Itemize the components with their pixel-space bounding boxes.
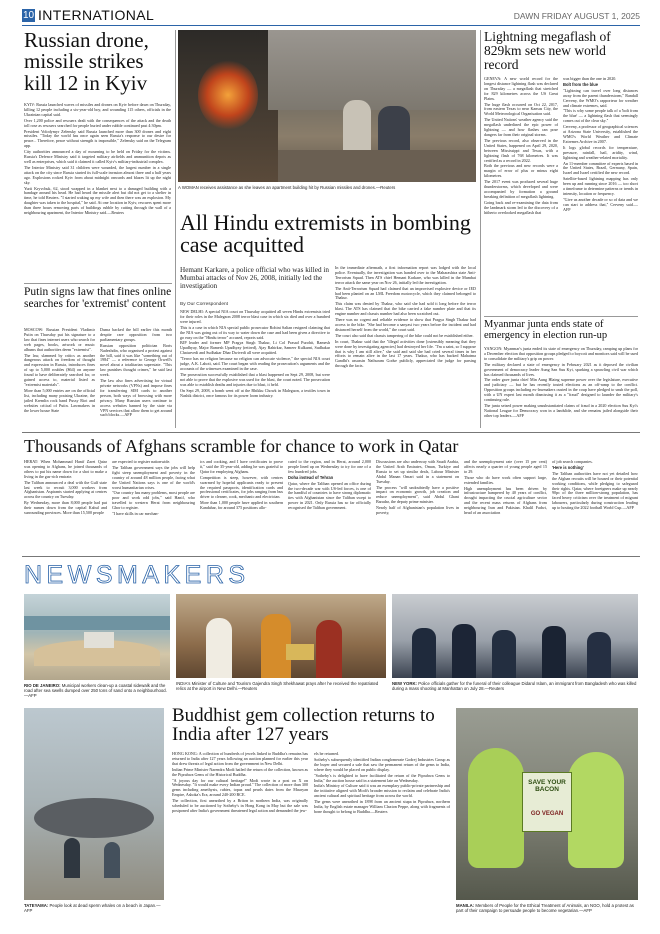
rio-caption <box>24 683 170 699</box>
myanmar-body <box>484 347 638 428</box>
lightning-paragraph: The United Nations' weather agency said the megaflash underlined the epic power of lightning — and how flashes can pose dangers far from their original storms. <box>484 117 558 137</box>
hindu-body-b <box>335 266 476 428</box>
rio-photo <box>24 594 170 680</box>
hindu-paragraph: There was no cogent and reliable evidence to show that Pragya Singh Thakur had access to the bike. "She had become a sanyasi two years before the incident and had distanced herself from the world," the court said. <box>335 317 476 332</box>
afghans-col-5 <box>376 460 459 540</box>
lightning-paragraph: It logs global records for temperature, pressure, rainfall, hail, aridity, wind, lightning and weather-related mortality. <box>563 144 638 160</box>
lightning-paragraph: "This is why some people talk of a 'bolt from the blue' — a lightning flash that seemingly comes out of the clear sky." <box>563 108 638 124</box>
horizontal-rule <box>24 283 172 284</box>
russia-paragraph: KYIV: Russia launched waves of missiles and drones on Kyiv before dawn on Thursday, killing 12 people including a six-year-old boy, and wounding 115 others, officials in the Ukrainian capital said. <box>24 103 171 117</box>
afghans-col-2 <box>112 460 195 540</box>
protest-sign <box>522 772 572 832</box>
putin-paragraph: Duma backed the bill earlier this month despite rare opposition from two parliamentary groups. <box>100 328 172 342</box>
delhi-caption: INDIA's Minister of Culture and Tourism Gajendra Singh Shekhawat prays after he received the repatriated relics at the airport in New Delhi.—Reuters <box>176 681 379 692</box>
russia-headline: Russian drone, missile strikes kill 12 in Kyiv <box>24 28 149 95</box>
afghans-paragraph: cated to the region, and in Herat, around 2,000 people lined up on Wednesday to try for one of a few hundred jobs. <box>288 460 371 474</box>
afghans-paragraph: ics and cooking, and I have certificates to prove it," said the 35-year-old, adding he was grateful to Qatar for employing Afghans. <box>200 460 283 474</box>
lightning-headline: Lightning megaflash of 829km sets new world record <box>484 29 611 72</box>
smoke <box>268 30 476 110</box>
hindu-paragraph: NEW DELHI: A special NIA court on Thursday acquitted all seven Hindu extremists tried for their roles in the Malegaon 2008 terror blast case in which six died and over a hundred were injured. <box>180 310 330 324</box>
tateyama-photo <box>24 708 164 900</box>
tateyama-caption <box>24 903 164 913</box>
lightning-paragraph: Satellite-based lightning mapping has only been up and running since 2016 — too short a timeframe to determine patterns or trends in intensity, location or frequency. <box>563 176 638 196</box>
hindu-body-a <box>180 310 330 428</box>
afghans-col-6 <box>464 460 547 540</box>
afghans-paragraph: HERAT: When Mohammad Hanif Zarei Qatar was opening to Afghans, he joined thousands of others to put his name down for a shot to make a living in the gas-rich emirate. <box>24 460 107 479</box>
lightning-paragraph: Cerveny, a professor of geographical sciences at Arizona State University, established the WMO's World Weather and Climate Extremes Archive in 2007. <box>563 124 638 144</box>
putin-paragraph: Russian opposition politician Boris Nadezhdin, who organised a protest against the bill, said it was like "something out of 1984" — a reference to George Orwell's novel about a totalitarian superstate. "This law punishes thought crimes," he said last week. <box>100 342 172 378</box>
horizontal-rule <box>484 316 638 317</box>
hindu-paragraph: The Anti-Terrorism Squad had claimed that an improvised explosive device or IED had been planted on an LML Freedom motorcycle, which they claimed belonged to Thakur. <box>335 285 476 301</box>
buddhist-headline: Buddhist gem collection returns to India after 127 years <box>172 705 435 746</box>
lightning-paragraph: Going back and re-examining the data from the landmark storm led to the discovery of a hitherto overlooked megaflash that <box>484 199 558 215</box>
hindu-paragraph: On Sept 29, 2008, a bomb went off at the Bhikku Chowk in Malegaon, a textiles town in Nashik district, once famous for its power loom industry. <box>180 387 330 398</box>
officer-figure <box>542 626 566 678</box>
paper-name: DAWN <box>513 11 540 21</box>
newyork-caption <box>392 681 638 691</box>
manila-caption-lead: MANILA: <box>456 903 475 908</box>
afghans-subhead: 'Here is nothing' <box>552 464 584 470</box>
sign-text-top: SAVE YOUR BACON <box>528 779 566 793</box>
hindu-paragraph: In court, Thakur said that the "illegal activities done [ostensibly meaning that they were done by investigating agencies] had destroyed her life. "I'm a saint, so I suppose that is why I am still alive," she said and said she had cried several times in her efforts to remain alive in the last 17 years. Thakur, who has backed Mahatma Gandhi's assassin Nathuram Godse publicly, appreciated the judge for parsing through the facts. <box>335 338 476 369</box>
myanmar-paragraph: The junta seized power making unsubstantiated claims of fraud in a 2020 election Suu Kyi's National League for Democracy won in a landslide, and she remains jailed alongside their other top leaders.—AFP <box>484 402 638 418</box>
newyork-photo <box>392 594 638 678</box>
column-rule <box>480 30 481 428</box>
lightning-paragraph: "Give us another decade or so of data and we can start to address that," Cerveny said.—AFP <box>563 196 638 212</box>
russia-paragraph: Over 1,200 police and rescuers dealt with the consequences of the attack and the death toll rose as rescuers searched for people buried under rubble continued past 4:30pm. <box>24 117 171 128</box>
section-name: INTERNATIONAL <box>38 7 155 23</box>
hindu-byline: By Our Correspondent <box>180 302 228 307</box>
buddhist-paragraph: Sotheby's subsequently identified Indian conglomerate Godrej Industries Group as the buyer and secured a sale that saw the permanent return of the gems to India, where they would be placed on public display. <box>314 756 450 772</box>
lightning-paragraph: An 11-member committee of experts based in the United States, Brazil, Germany, Spain, Israel and Israel certified the new record. <box>563 160 638 176</box>
myanmar-paragraph: The military declared a state of emergency in February 2021 as it deposed the civilian government of democracy leader Aung San Suu Kyi, sparking a sprawling civil war which has claimed thousands of lives. <box>484 361 638 377</box>
myanmar-paragraph: The order gave junta chief Min Aung Hlaing supreme power over the legislature, executive and judiciary — but he has recently touted elections as an off-ramp to the conflict. Opposition groups including ex-lawmakers ousted in the coup have pledged to snub the poll, with a UN expert last month dismissing it as a "fraud" designed to launder the military's continuing rule. <box>484 377 638 403</box>
lightning-paragraph: Both the previous and new records were a margin of error of plus or minus eight kilometres. <box>484 163 558 179</box>
hindu-paragraph: The court also said that chassis tampering of the bike could not be established either. <box>335 332 474 338</box>
putin-body-b <box>100 328 172 428</box>
person-figure <box>316 620 342 678</box>
buddhist-paragraph: The collection, first unearthed by a Briton in northern India, was originally scheduled to be auctioned by Sotheby's in Hong Kong in May but the sale was postponed after India's government threatened legal action and demanded the jew- <box>172 798 308 813</box>
afghans-paragraph: By Wednesday, more than 8,000 people had put their names down from the capital Kabul and surrounding provinces. More than 15,500 people <box>24 500 107 516</box>
myanmar-headline: Myanmar junta ends state of emergency in election run-up <box>484 319 608 341</box>
lightning-subhead: Bolt from the blue <box>563 81 599 87</box>
buddhist-paragraph: els be returned. <box>314 752 340 756</box>
buddhist-body-a <box>172 752 308 924</box>
tateyama-caption-text: People look at dead sperm whales on a beach in Japan.—AFP <box>24 903 161 914</box>
hindu-paragraph: This is a case in which NIA special public prosecutor Rohini Salian resigned claiming that the NIA was going out of its way to water down the case and had been given a directive to go easy on the "Hindu terror" accused, reports said. <box>180 324 330 340</box>
manila-photo <box>456 708 638 900</box>
hindu-deck: Hemant Karkare, a police official who was killed in Mumbai attacks of Nov 26, 2008, initially led the investigation <box>180 266 329 291</box>
newyork-caption-text: Police officials gather for the funeral of their colleague Didarul Islam, an immigrant from Bangladesh who was killed during a mass shooting at Manhattan on July 28.—Reuters <box>392 681 637 692</box>
column-rule <box>175 30 176 428</box>
onlooker-figure <box>64 838 80 878</box>
buddhist-paragraph: "A joyous day for our cultural heritage!" Modi wrote in a post on X on Wednesday. "It would make every Indian proud." The collection of more than 300 gems including amethysts, rubies, topaz and pearls dates from the Mauryan Empire, Ashoka's Era, around 240-200 BCE. <box>172 777 308 798</box>
buddhist-paragraph: HONG KONG: A collection of hundreds of jewels linked to Buddha's remains has returned to India after 127 years following an auction planned for earlier this year that drew threats of legal action from the government in New Delhi. <box>172 752 308 766</box>
russia-paragraph: The Interior Ministry said 31 children were wounded, the largest number in a single attack on the city since Russia started its full-scale invasion almost three and a half years ago. Explosions rocked Kyiv from about midnight onwards and blazes lit up the night sky. <box>24 164 171 185</box>
buddhist-paragraph: Indian Prime Minister Narendra Modi hailed the return of the collection, known as the Piprahwa Gems of the Historical Buddha. <box>172 766 308 777</box>
afghans-paragraph: The process "will undoubtedly have a positive impact on economic growth, job creation and reduce unemployment", said Abdul Ghani Baradar, the deputy prime minister. <box>376 484 459 505</box>
hindu-paragraph: This claim was denied by Thakur, who said she had sold it long before the terror blast. The ATS has claimed that the bike carried a fake number plate and that its engine number and chassis number had also been scratched out. <box>335 301 476 317</box>
issue-date: FRIDAY AUGUST 1, 2025 <box>541 11 640 21</box>
myanmar-paragraph: YANGON: Myanmar's junta ended its state of emergency on Thursday, ramping up plans for a December election that opposition groups pledged to boycott and monitors said will be used to consolidate the military's grip on power. <box>484 347 638 361</box>
buddhist-body-b <box>314 752 450 924</box>
afghans-headline: Thousands of Afghans scramble for chance to work in Qatar <box>24 436 459 456</box>
lightning-paragraph: The 2017 event was produced several huge thunderstorms, which developed and were accompanied by formation a ground breaking definition of megaflash lightning. <box>484 179 558 199</box>
kyiv-caption: A WOMAN receives assistance as she leaves an apartment building hit by Russian missiles and drones.—Reuters <box>178 185 396 190</box>
officer-figure <box>412 628 436 678</box>
afghans-paragraph: The Taliban government says the jobs will help fight steep unemployment and poverty in the country of around 48 million people, facing what the United Nations says is one of the world's worst humanitarian crises. <box>112 464 195 490</box>
hindu-paragraph: BJP leader and former MP Pragya Singh Thakur, Lt Col Prasad Purohit, Ramesh Upadhyay, Major Ramesh Upadhyay (retired), Ajay Rahirkar, Sameer Kulkarni, Sudhakar Chaturvedi and Sudhakar Dhar Dwivedi all were acquitted. <box>180 340 330 356</box>
relic-casket <box>286 644 314 660</box>
whale-body <box>34 798 154 838</box>
kyiv-photo <box>178 30 476 182</box>
manila-caption <box>456 903 638 913</box>
afghans-paragraph: and the unemployment rate (over 15 per cent) affects nearly a quarter of young people aged 15 to 29. <box>464 460 547 474</box>
putin-paragraph: MOSCOW: Russian President Vladimir Putin on Thursday put his signature to a law that fines internet users who search for web pages, books, artwork or music albums that authorities deem "extremist". <box>24 328 95 352</box>
lightning-paragraph: was bigger than the one in 2020. <box>563 77 617 81</box>
sea <box>24 616 170 630</box>
afghans-subhead: Doha instead of Tehran <box>288 474 334 480</box>
newyork-caption-lead: NEW YORK: <box>392 681 417 686</box>
pig-costume <box>568 752 624 868</box>
lightning-paragraph: GENEVA: A new world record for the longest distance lightning flash was declared on Thursday — a megaflash that stretched for 829 kilometres across the US Great Plains. <box>484 77 558 101</box>
buddhist-paragraph: "Sotheby's is delighted to have facilitated the return of the Piprahwa Gems to India," the auction house said in a statement late on Wednesday. <box>314 772 450 783</box>
pig-costume <box>468 748 524 868</box>
afghans-paragraph: Discussions are also underway with Saudi Arabia, the United Arab Emirates, Oman, Turkiye and Russia to set up similar deals, Labour Minister Abdul Manan Omari said in a statement on Tuesday. <box>376 460 459 484</box>
afghans-paragraph: The Taliban announced a deal with the Gulf state last week to recruit 3,000 workers from Afghanistan. Aspirants started applying at centres across the country on Tuesday. <box>24 479 107 500</box>
officer-figure <box>452 624 476 678</box>
afghans-col-4 <box>288 460 371 540</box>
hindu-paragraph: The prosecution successfully established that a blast happened on Sept 29, 2008, but were not able to prove that the explosive was used for the blast, the court noted. The prosecution was able to establish deaths and injuries due to blast, it held. <box>180 371 330 387</box>
putin-headline: Putin signs law that fines online searches for 'extremist' content <box>24 286 172 310</box>
hindu-paragraph: "Terror has no religion because no religion can advocate violence," the special NIA court judge, A.K. Lahoti, said. The court began with reading the prosecution's arguments and the accounts of the witnesses examined in the case. <box>180 356 330 371</box>
delhi-photo <box>176 594 386 678</box>
afghans-paragraph: are expected to register nationwide. <box>112 460 171 464</box>
newsmakers-banner <box>22 556 640 591</box>
officer-figure <box>492 630 516 678</box>
afghans-paragraph: of job search companies. <box>552 460 593 464</box>
rio-caption-text: Municipal workers clean-up a coastal sidewalk and the road after sea swells dumped over 250 tons of sand onto a neighbourhood.—AFP <box>24 683 167 699</box>
sign-text-bottom: GO VEGAN <box>530 811 564 817</box>
afghans-paragraph: The Taliban authorities have not yet detailed how the Afghan recruits will be housed or their potential working conditions, while pledging to safeguard their rights. Qatar, where foreigners make up nearly 90pc of the three million-strong population, has faced heavy criticism over the treatment of migrant labourers, particularly during construction leading up to hosting the 2022 football World Cup.—AFP <box>552 470 638 511</box>
afghans-paragraph: Nearly half of Afghanistan's population lives in poverty, <box>376 505 459 516</box>
page-number: 10 <box>22 10 35 21</box>
afghans-paragraph: "I have skills in car mechan- <box>112 511 159 517</box>
lightning-paragraph: "Lightning can travel over long distances away from the parent thunderstorm," Randall Cerveny, the WMO's rapporteur for weather and climate extremes, said. <box>563 87 638 108</box>
rio-caption-lead: RIO DE JANEIRO: <box>24 683 61 688</box>
putin-paragraph: The law, slammed by critics as another dangerous attack on freedom of thought and expression in Russia, introduces fines of up to 5,000 roubles ($64) on anyone found to have deliberately searched for, or gained access to, material listed as "extremist materials". <box>24 352 95 387</box>
rubble <box>278 150 476 182</box>
horizontal-rule <box>22 432 640 433</box>
masthead <box>22 8 640 26</box>
afghans-paragraph: Those who do have work often support large, extended families. <box>464 474 547 485</box>
lightning-paragraph: The previous record, also observed in the United States, happened on April 29, 2020, between Mississippi and Texas, with a lightning flash of 768 kilometres. It was certified as a record in 2022. <box>484 137 558 163</box>
paper-date <box>514 11 640 21</box>
putin-body-a <box>24 328 95 428</box>
afghans-col-7 <box>552 460 638 540</box>
person-figure <box>206 618 232 678</box>
afghans-paragraph: More than 1,000 people have applied in southern Kandahar, for around 375 positions allo- <box>200 500 283 511</box>
lightning-body-b <box>563 77 638 312</box>
russia-paragraph: City authorities announced a day of mourning to be held on Friday for the victims. Russia's Defence Ministry said it targeted military airfields and ammunition depots as well as enterprises, which said it claimed it called Kyiv's military-industrial complex. <box>24 149 171 164</box>
putin-paragraph: More than 5,000 entries are on the official list, including many praising Ukraine, the jailed Kremlin rock band Pussy Riot and websites critical of Putin. Lawmakers in the lower house State <box>24 387 95 413</box>
putin-paragraph: The law also fines advertising for virtual private networks (VPNs) and impose fines for transferring SIM cards to another person, both ways of browsing with more privacy. Many Russian users continue to access websites banned by the state via VPN services that allow them to get around such blocks.—AFP <box>100 378 172 418</box>
russia-body <box>24 103 171 279</box>
newsmakers-title: NEWSMAKERS <box>24 561 250 589</box>
afghans-col-3 <box>200 460 283 540</box>
afghans-paragraph: "Our country has many problems, most people are poor and work odd jobs," said Hanif, who travelled to western Herat from neighbouring Ghor to register. <box>112 490 195 511</box>
hindu-headline: All Hindu extremists in bombing case acquitted <box>180 210 471 258</box>
afghans-paragraph: Competition is steep, however, with centres swarmed by hopeful applicants ready to present the required passports, identification cards and professional certificates, for jobs ranging from bus driver to cleaner, cook, mechanic and electrician. <box>200 474 283 500</box>
lightning-body-a <box>484 77 558 312</box>
fire-glow <box>198 60 258 130</box>
russia-paragraph: President Volodymyr Zelensky said Russia launched more than 300 drones and eight missiles. "Today the world has once again seen Russia's response to our desire for peace... Therefore, peace without strength is impossible," Zelensky said on the Telegram app. <box>24 128 171 149</box>
afghans-paragraph: Qatar, where the Taliban opened an office during the two-decade war with US-led forces, is one of the handful of countries to have strong diplomatic ties with Afghanistan since the Taliban swept to power in 2021. Only Russia has so far officially recognised the Taliban government. <box>288 480 371 511</box>
officer-figure <box>587 632 611 678</box>
russia-paragraph: Yurii Kryvchuk, 62, stood wrapped in a blanket next to a damaged building with a bandage around his head. He had heard the missile alert but did not get to a shelter in time, he told Reuters. "I started waking up my wife and then there was an explosion. My daughter was taken to the hospital," he said. At one location in Kyiv, rescuers spent more than three hours removing parts of buildings rubble by cutting through the wall of a neighbouring apartment, the Interior Ministry said.—Reuters <box>24 185 171 216</box>
afghans-col-1 <box>24 460 107 540</box>
afghans-paragraph: High unemployment has been driven by infrastructure hampered by 40 years of conflict, drought impacting the crucial agriculture sector and the recent mass returns of Afghans from neighbouring Iran and Pakistan. Khalil Fadwi, head of an association <box>464 485 547 516</box>
lightning-paragraph: The huge flash occurred on Oct 22, 2017, from eastern Texas to near Kansas City, the World Meteorological Organisation said. <box>484 101 558 117</box>
onlooker-figure <box>104 842 120 878</box>
manila-caption-text: Members of People for the Ethical Treatment of Animals, an NGO, hold a protest as part of their campaign to persuade people to become vegetarian.—AFP <box>456 903 634 914</box>
buddhist-paragraph: The gems were unearthed in 1898 from an ancient stupa in Piprahwa, northern India, by English estate manager William Claxton Peppe, along with fragments of bone thought to belong to Buddha.—Reuters <box>314 799 450 814</box>
buddhist-paragraph: India's Ministry of Culture said it was an exemplary public-private partnership and the initiative aligned with Modi's broader mission to reclaim and celebrate India's ancient cultural and spiritual heritage from across the world. <box>314 783 450 799</box>
hindu-paragraph: In the immediate aftermath, a first information report was lodged with the local police. Eventually, the investigation was handed over to the Maharashtra state Anti-Terrorism Squad. Then ATS chief Hemant Karkare, who was killed in the Mumbai terror attack the same year on Nov 26, initially led the investigation. <box>335 266 476 285</box>
truck <box>84 632 114 648</box>
tateyama-caption-lead: TATEYAMA: <box>24 903 49 908</box>
